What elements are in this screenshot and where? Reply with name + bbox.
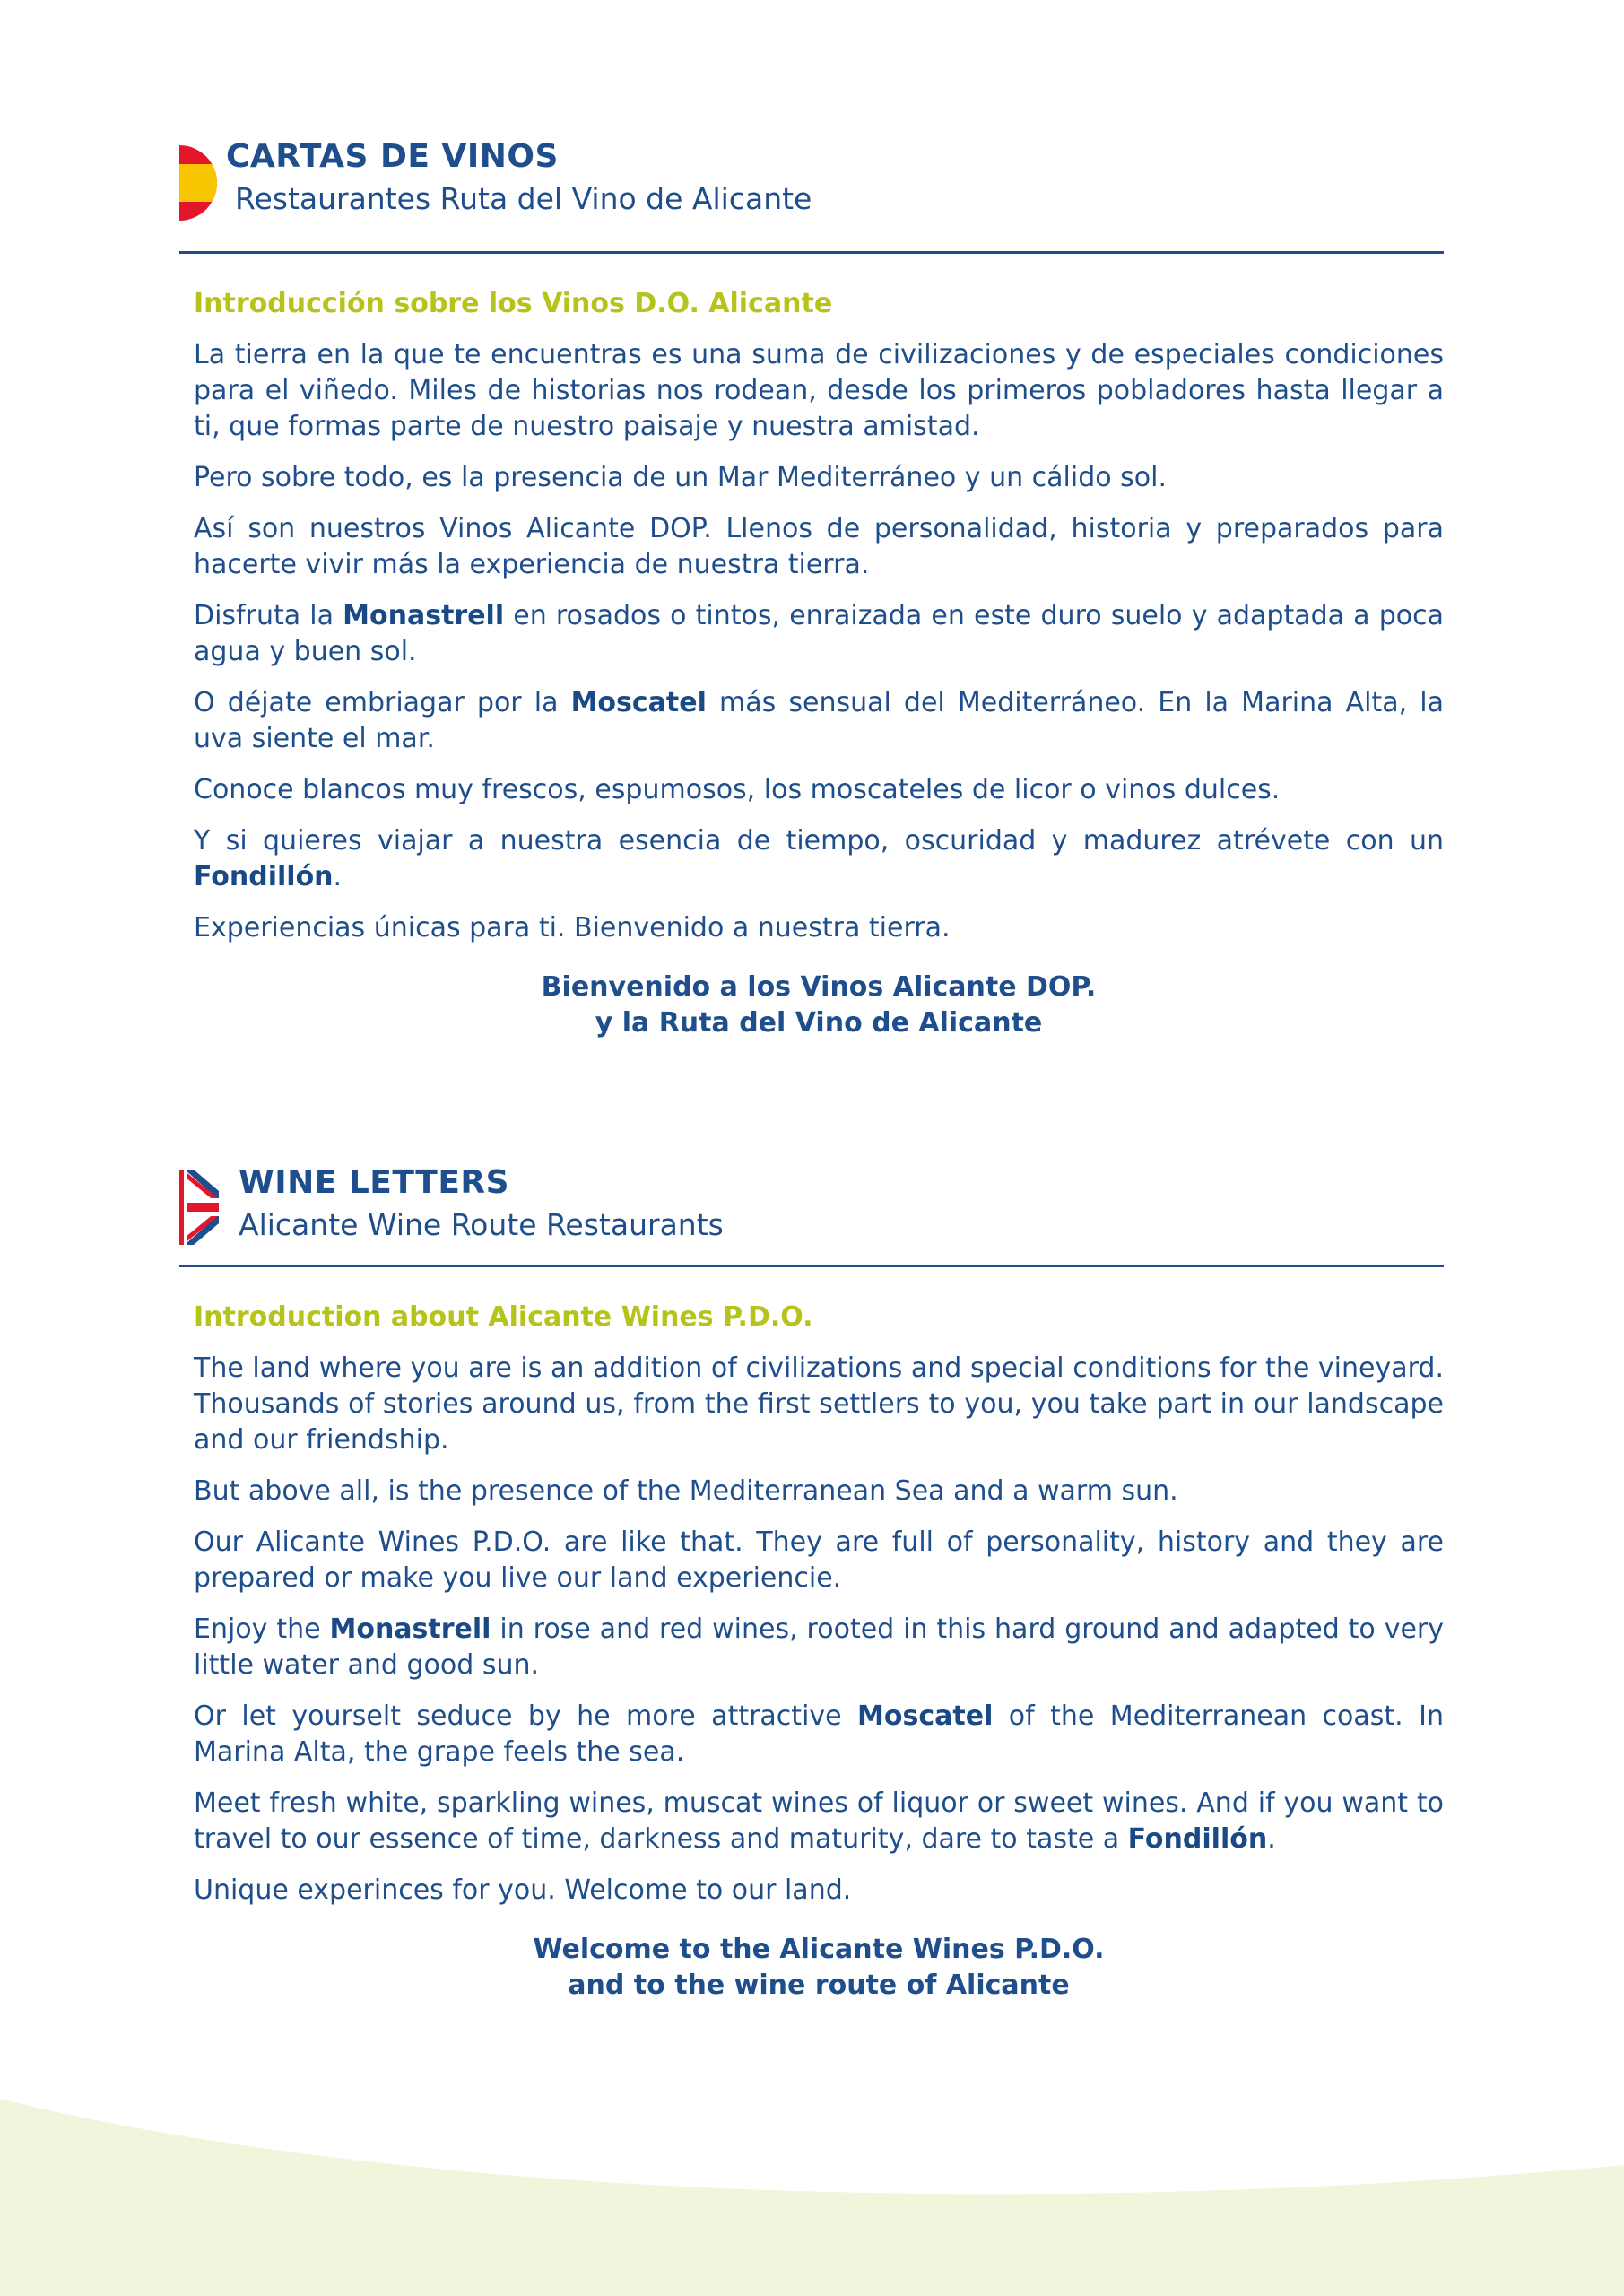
subtitle-en: Alicante Wine Route Restaurants	[239, 1207, 724, 1242]
paragraph-es-5: O déjate embriagar por la Moscatel más sensual del Mediterráneo. En la Marina Alta, la uva siente el mar.	[194, 687, 1444, 754]
paragraph-es-4: Disfruta la Monastrell en rosados o tintos, enraizada en este duro suelo y adaptada a poca agua y buen sol.	[194, 600, 1444, 667]
closing-en-line-2: and to the wine route of Alicante	[568, 1970, 1070, 2001]
closing-es-line-2: y la Ruta del Vino de Alicante	[595, 1007, 1043, 1039]
closing-en	[194, 1932, 1444, 2004]
paragraph-en-7: Unique experinces for you. Welcome to our land.	[194, 1874, 852, 1906]
intro-heading-es: Introducción sobre los Vinos D.O. Alicante	[194, 288, 833, 319]
spain-flag-icon	[179, 145, 219, 221]
english-body	[179, 1267, 1444, 2004]
paragraph-es-7: Y si quieres viajar a nuestra esencia de tiempo, oscuridad y madurez atrévete con un Fondillón.	[194, 825, 1444, 892]
paragraph-en-3: Our Alicante Wines P.D.O. are like that. They are full of personality, history and they are prepared or make you live our land experiencie.	[194, 1526, 1444, 1594]
closing-es-line-1: Bienvenido a los Vinos Alicante DOP.	[541, 971, 1097, 1003]
highlight-moscatel-es: Moscatel	[570, 687, 707, 718]
highlight-moscatel-en: Moscatel	[857, 1700, 994, 1732]
highlight-fondillon-es: Fondillón	[194, 861, 334, 892]
subtitle-es: Restaurantes Ruta del Vino de Alicante	[235, 181, 812, 216]
paragraph-es-6: Conoce blancos muy frescos, espumosos, los moscateles de licor o vinos dulces.	[194, 774, 1281, 805]
highlight-fondillon-en: Fondillón	[1127, 1823, 1268, 1855]
page-title-es: CARTAS DE VINOS	[226, 138, 559, 175]
paragraph-en-4: Enjoy the Monastrell in rose and red wines, rooted in this hard ground and adapted to very little water and good sun.	[194, 1613, 1444, 1681]
closing-en-line-1: Welcome to the Alicante Wines P.D.O.	[533, 1934, 1105, 1965]
english-header	[179, 1148, 1444, 1267]
paragraph-en-6: Meet fresh white, sparkling wines, muscat wines of liquor or sweet wines. And if you want to travel to our essence of time, darkness and maturity, dare to taste a Fondillón.	[194, 1787, 1444, 1855]
paragraph-es-8: Experiencias únicas para ti. Bienvenido a nuestra tierra.	[194, 912, 951, 944]
spanish-body	[179, 254, 1444, 1041]
paragraph-en-2: But above all, is the presence of the Mediterranean Sea and a warm sun.	[194, 1475, 1178, 1507]
paragraph-es-2: Pero sobre todo, es la presencia de un Mar Mediterráneo y un cálido sol.	[194, 462, 1167, 493]
intro-heading-en: Introduction about Alicante Wines P.D.O.	[194, 1301, 813, 1333]
spanish-section	[179, 135, 1444, 1041]
paragraph-es-3: Así son nuestros Vinos Alicante DOP. Llenos de personalidad, historia y preparados para hacerte vivir más la experiencia de nuestra tierra.	[194, 513, 1444, 580]
highlight-monastrell-en: Monastrell	[329, 1613, 491, 1645]
paragraph-en-5: Or let yourselt seduce by he more attractive Moscatel of the Mediterranean coast. In Marina Alta, the grape feels the sea.	[194, 1700, 1444, 1768]
paragraph-en-1: The land where you are is an addition of civilizations and special conditions for the vineyard. Thousands of stories around us, from the first settlers to you, you take part in our landscape and our friendship.	[194, 1352, 1444, 1456]
page-title-en: WINE LETTERS	[239, 1164, 510, 1201]
uk-flag-icon	[179, 1170, 219, 1245]
highlight-monastrell-es: Monastrell	[343, 600, 505, 631]
english-section	[179, 1148, 1444, 2004]
paragraph-es-1: La tierra en la que te encuentras es una suma de civilizaciones y de especiales condiciones para el viñedo. Miles de historias nos rodean, desde los primeros pobladores hasta llegar a ti, que formas parte de nuestro paisaje y nuestra amistad.	[194, 339, 1444, 442]
decorative-wave	[0, 2081, 1624, 2296]
closing-es	[194, 970, 1444, 1041]
spanish-header	[179, 135, 1444, 254]
